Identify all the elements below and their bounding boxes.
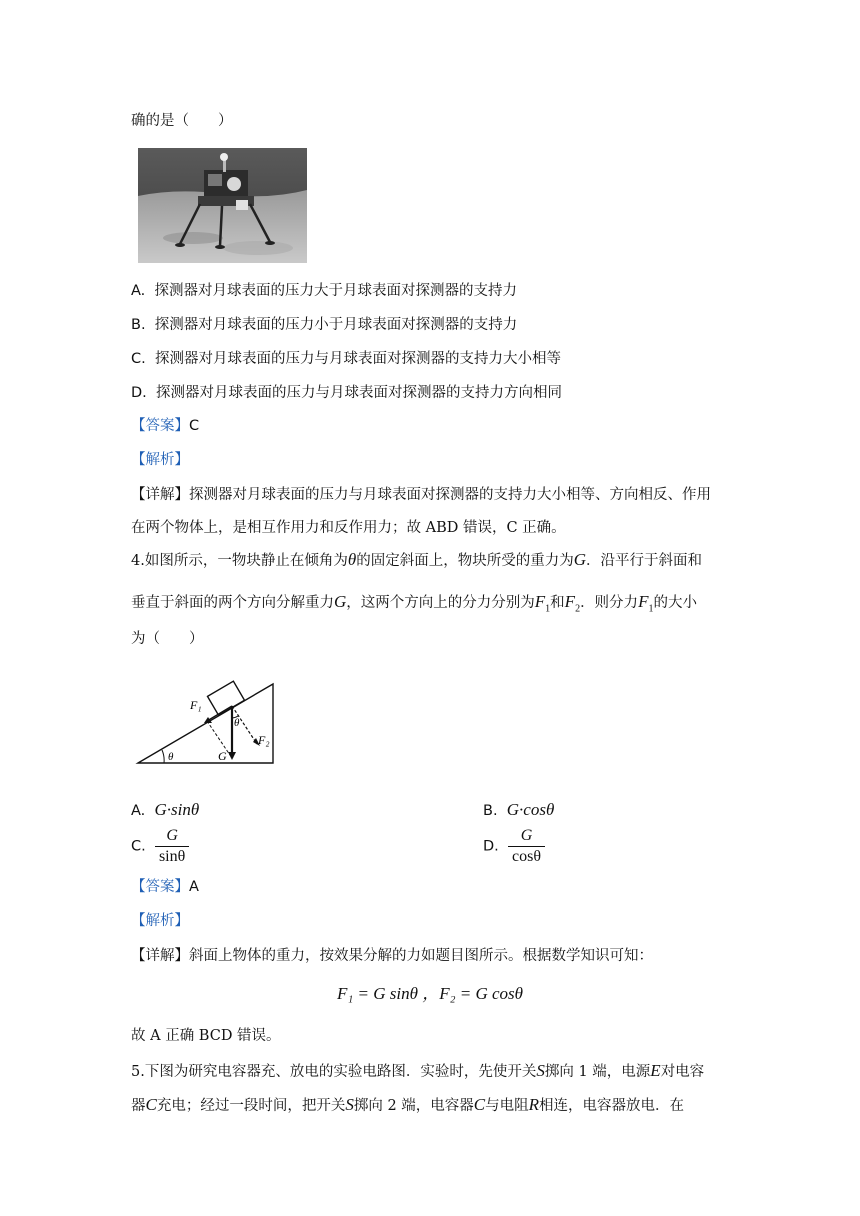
q4-analysis-tag: 【解析】 xyxy=(131,913,189,929)
question-3-stem-fragment: 确的是（ ） xyxy=(131,113,233,129)
lunar-lander-photo xyxy=(138,148,307,263)
option-b: B. 探测器对月球表面的压力小于月球表面对探测器的支持力 xyxy=(131,317,518,333)
q4-formula: F₁ = G sinθ ，F₂ = G cosθ xyxy=(336,984,524,1003)
q3-detail-line-2: 在两个物体上，是相互作用力和反作用力；故 ABD 错误，C 正确。 xyxy=(131,520,566,536)
diagram-label-g: G xyxy=(218,749,227,763)
q4-option-c: C. $\frac{G}{\sin\theta}$ xyxy=(131,826,189,867)
option-c: C. 探测器对月球表面的压力与月球表面对探测器的支持力大小相等 xyxy=(131,351,561,367)
q3-answer: 【答案】C xyxy=(131,418,200,434)
diagram-label-theta: θ xyxy=(168,751,174,763)
q4-option-b: B. G·cosθ xyxy=(483,800,555,819)
diagram-label-f2: F₂ xyxy=(258,733,270,747)
diagram-label-f1: F₁ xyxy=(190,698,202,712)
q4-stem-line-1: 4.如图所示，一物块静止在倾角为θ的固定斜面上，物块所受的重力为G．沿平行于斜面和 xyxy=(131,550,702,569)
option-d: D. 探测器对月球表面的压力与月球表面对探测器的支持力方向相同 xyxy=(131,385,562,401)
diagram-label-theta-2: θ xyxy=(234,717,240,729)
incline-force-diagram xyxy=(132,672,282,772)
q4-stem-line-3: 为（ ） xyxy=(131,631,204,647)
q4-detail: 【详解】斜面上物体的重力，按效果分解的力如题目图所示。根据数学知识可知： xyxy=(131,948,653,964)
q4-stem-line-2: 垂直于斜面的两个方向分解重力G，这两个方向上的分力分别为$F_1$和$F_2$．则分力$F_1$的大小 xyxy=(131,592,697,615)
q5-stem-line-2: 器C充电；经过一段时间，把开关S掷向 2 端，电容器C与电阻R相连，电容器放电．在 xyxy=(131,1095,685,1114)
q4-answer: 【答案】A xyxy=(131,879,199,895)
q3-detail-line-1: 【详解】探测器对月球表面的压力与月球表面对探测器的支持力大小相等、方向相反、作用 xyxy=(131,487,711,503)
option-a: A. 探测器对月球表面的压力大于月球表面对探测器的支持力 xyxy=(131,283,517,299)
q4-conclusion: 故 A 正确 BCD 错误。 xyxy=(131,1028,281,1044)
q4-option-a: A. G·sinθ xyxy=(131,800,200,819)
q5-stem-line-1: 5.下图为研究电容器充、放电的实验电路图．实验时，先使开关S掷向 1 端，电源E对电容 xyxy=(131,1061,705,1080)
q4-option-d: D. $\frac{G}{\cos\theta}$ xyxy=(483,826,545,867)
q3-analysis-tag: 【解析】 xyxy=(131,452,189,468)
